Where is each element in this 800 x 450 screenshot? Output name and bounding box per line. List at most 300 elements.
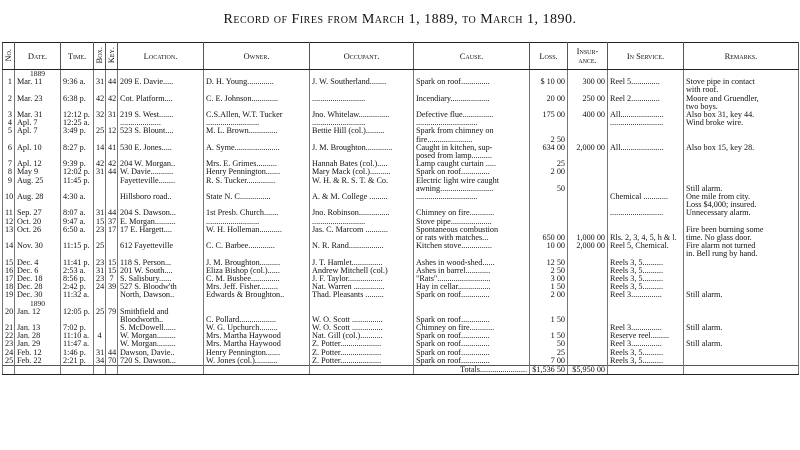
key-cell: 44 [106,209,118,217]
loss-cell: 634 00 [530,144,568,152]
key-cell [106,136,118,144]
date-cell: Jan. 12 [15,308,61,316]
remarks-cell: Still alarm. [684,340,799,348]
owner-cell: C. C. Barbee............. [204,242,310,250]
remarks-cell [684,332,799,340]
insurance-cell [568,300,608,308]
service-cell [608,70,684,79]
occupant-cell [310,70,414,79]
time-cell: 12:02 p. [61,168,94,176]
remarks-cell: One mile from city. [684,193,799,201]
time-cell [61,300,94,308]
header-cause: Cause. [414,43,530,70]
owner-cell: Henry Pennington....... [204,349,310,357]
row-number [3,70,15,79]
row-number: 20 [3,308,15,316]
occupant-cell: Andrew Mitchell (col.) [310,267,414,275]
row-number: 6 [3,144,15,152]
key-cell [106,234,118,242]
insurance-cell [568,259,608,267]
location-cell: Fayetteville........ [118,177,204,185]
insurance-cell: 1,000 00 [568,234,608,242]
insurance-cell [568,201,608,209]
time-cell: 6:50 a. [61,226,94,234]
remarks-cell [684,177,799,185]
date-cell: Oct. 20 [15,218,61,226]
box-cell: 31 [94,267,106,275]
insurance-cell [568,152,608,160]
owner-cell: W. G. Upchurch......... [204,324,310,332]
date-cell: Dec. 30 [15,291,61,299]
cause-cell: fire...................... [414,136,530,144]
date-cell [15,201,61,209]
insurance-cell [568,193,608,201]
owner-cell: C. Pollard.................. [204,316,310,324]
header-remarks: Remarks. [684,43,799,70]
cause-cell: Kitchen stove............... [414,242,530,250]
loss-cell [530,324,568,332]
box-cell [94,136,106,144]
insurance-cell [568,291,608,299]
loss-cell [530,226,568,234]
time-cell: 2:42 p. [61,283,94,291]
table-row [3,136,799,144]
loss-cell [530,70,568,79]
remarks-cell [684,308,799,316]
location-cell: 17 E. Hargett.... [118,226,204,234]
time-cell [61,152,94,160]
row-number: 15 [3,259,15,267]
location-cell: 612 Fayetteville [118,242,204,250]
cause-cell [414,70,530,79]
service-cell: .......................... [608,209,684,217]
loss-cell: 50 [530,340,568,348]
key-cell: 44 [106,168,118,176]
cause-cell: "Rats".......................... [414,275,530,283]
key-cell [106,291,118,299]
table-row [3,300,799,308]
table-row [3,308,799,316]
occupant-cell: J. T. Hamlet............... [310,259,414,267]
service-cell: Reels 3, 5.......... [608,267,684,275]
time-cell: 12:05 p. [61,308,94,316]
owner-cell: Edwards & Broughton.. [204,291,310,299]
occupant-cell [310,86,414,94]
date-cell: Jan. 29 [15,340,61,348]
empty-cell [118,366,204,375]
date-cell: Apl. 7 [15,119,61,127]
box-cell: 14 [94,144,106,152]
date-cell [15,86,61,94]
time-cell: 9:36 a. [61,78,94,86]
owner-cell: Mrs. Martha Haywood [204,340,310,348]
time-cell: 9:39 p. [61,160,94,168]
owner-cell: J. M. Broughton.......... [204,259,310,267]
loss-cell: 7 00 [530,357,568,366]
service-cell: Reel 3............... [608,324,684,332]
insurance-cell [568,267,608,275]
key-cell [106,177,118,185]
service-cell: Reels 3, 5.......... [608,349,684,357]
table-row [3,127,799,135]
time-cell: 12:12 p. [61,111,94,119]
time-cell: 2:21 p. [61,357,94,366]
header-occupant: Occupant. [310,43,414,70]
key-cell [106,340,118,348]
key-cell: 39 [106,283,118,291]
row-number [3,234,15,242]
table-row [3,340,799,348]
loss-cell [530,201,568,209]
remarks-cell: time. No glass door. [684,234,799,242]
date-cell: Apl. 12 [15,160,61,168]
cause-cell [414,300,530,308]
header-location: Location. [118,43,204,70]
insurance-cell [568,332,608,340]
box-cell: 23 [94,275,106,283]
owner-cell: D. H. Young............. [204,78,310,86]
insurance-cell [568,160,608,168]
time-cell: 1:46 p. [61,349,94,357]
insurance-cell [568,340,608,348]
location-cell: 118 S. Person... [118,259,204,267]
table-row [3,193,799,201]
table-row [3,144,799,152]
cause-cell: posed from lamp.......... [414,152,530,160]
date-cell: Nov. 30 [15,242,61,250]
date-cell: Sep. 27 [15,209,61,217]
row-number: 5 [3,127,15,135]
loss-cell: 12 50 [530,259,568,267]
row-number: 21 [3,324,15,332]
date-cell: Mar. 23 [15,95,61,103]
cause-cell [414,86,530,94]
insurance-cell [568,86,608,94]
key-cell: 79 [106,308,118,316]
row-number [3,103,15,111]
table-row [3,119,799,127]
service-cell: Reels 3, 5.......... [608,357,684,366]
row-number: 18 [3,283,15,291]
header-row [3,43,799,70]
service-cell: Reels 3, 5.......... [608,275,684,283]
location-cell: Bloodworth.. [118,316,204,324]
key-cell [106,316,118,324]
row-number: 1 [3,78,15,86]
table-row [3,218,799,226]
occupant-cell: Nat. Warren ............... [310,283,414,291]
insurance-cell [568,218,608,226]
location-cell: 204 W. Morgan.. [118,160,204,168]
owner-cell: W. H. Holleman........... [204,226,310,234]
loss-cell: 1 50 [530,283,568,291]
time-cell: 3:49 p. [61,127,94,135]
owner-cell: 1st Presb. Church....... [204,209,310,217]
date-cell: Oct. 26 [15,226,61,234]
empty-cell [204,366,310,375]
box-cell: 31 [94,349,106,357]
service-cell [608,185,684,193]
cause-cell: Spark on roof.............. [414,357,530,366]
loss-cell: 2 50 [530,267,568,275]
service-cell [608,127,684,135]
location-cell: Hillsboro road.. [118,193,204,201]
key-cell: 12 [106,127,118,135]
key-cell: 70 [106,357,118,366]
cause-cell: Spark on roof.............. [414,291,530,299]
insurance-cell: 400 00 [568,111,608,119]
remarks-cell [684,127,799,135]
table-row [3,291,799,299]
table-row [3,283,799,291]
occupant-cell [310,250,414,258]
occupant-cell: Nat. Gill (col.)........... [310,332,414,340]
cause-cell: or rats with matches... [414,234,530,242]
loss-cell [530,308,568,316]
location-cell: 720 S. Dawson... [118,357,204,366]
location-cell: 527 S. Bloodw'th [118,283,204,291]
date-cell: Dec. 18 [15,275,61,283]
key-cell: 41 [106,144,118,152]
loss-cell [530,103,568,111]
insurance-cell: 2,000 00 [568,242,608,250]
loss-cell: $ 10 00 [530,78,568,86]
time-cell [61,250,94,258]
insurance-cell [568,316,608,324]
box-cell: 24 [94,283,106,291]
remarks-cell [684,70,799,79]
box-cell: 23 [94,226,106,234]
remarks-cell: two boys. [684,103,799,111]
location-cell [118,70,204,79]
insurance-cell [568,209,608,217]
owner-cell: C.S.Allen, W.T. Tucker [204,111,310,119]
time-cell [61,70,94,79]
location-cell: S. McDowell...... [118,324,204,332]
box-cell [94,193,106,201]
table-body [3,70,799,375]
location-cell: 204 S. Dawson... [118,209,204,217]
box-cell [94,234,106,242]
box-cell: 32 [94,111,106,119]
row-number: 24 [3,349,15,357]
empty-cell [106,366,118,375]
owner-cell: Mrs. Jeff. Fisher......... [204,283,310,291]
table-row [3,185,799,193]
date-cell: Feb. 22 [15,357,61,366]
key-cell: 17 [106,226,118,234]
key-cell: 37 [106,218,118,226]
table-row [3,226,799,234]
row-number: 17 [3,275,15,283]
service-cell [608,308,684,316]
location-cell [118,300,204,308]
row-number: 9 [3,177,15,185]
location-cell [118,234,204,242]
box-cell [94,185,106,193]
cause-cell [414,250,530,258]
remarks-cell: with roof. [684,86,799,94]
time-cell [61,103,94,111]
occupant-cell: W. H. & R. S. T. & Co. [310,177,414,185]
key-cell [106,185,118,193]
header-time: Time. [61,43,94,70]
location-cell: Smithfield and [118,308,204,316]
box-cell [94,291,106,299]
service-cell: Rls. 2, 3, 4, 5, h & l. [608,234,684,242]
remarks-cell: Wind broke wire. [684,119,799,127]
occupant-cell: W. O. Scott ............... [310,316,414,324]
owner-cell: Henry Pennington....... [204,168,310,176]
occupant-cell: Z. Potter.................... [310,357,414,366]
time-cell [61,136,94,144]
owner-cell: C. E. Johnson............. [204,95,310,103]
row-number [3,300,15,308]
occupant-cell [310,300,414,308]
owner-cell: W. Jones (col.)........... [204,357,310,366]
box-cell [94,152,106,160]
service-cell: .......................... [608,119,684,127]
totals-row [3,366,799,375]
remarks-cell: Still alarm. [684,291,799,299]
box-cell [94,201,106,209]
table-row [3,111,799,119]
header-in-service: In Service. [608,43,684,70]
loss-cell [530,119,568,127]
owner-cell: Eliza Bishop (col.)...... [204,267,310,275]
owner-cell: .......................... [204,218,310,226]
table-row [3,316,799,324]
occupant-cell [310,201,414,209]
owner-cell [204,136,310,144]
key-cell: 44 [106,78,118,86]
occupant-cell: .......................... [310,119,414,127]
occupant-cell: .......................... [310,218,414,226]
occupant-cell: Z. Potter.................... [310,340,414,348]
empty-cell [608,366,684,375]
empty-cell [94,366,106,375]
occupant-cell: Jno. Whitelaw............... [310,111,414,119]
totals-loss: $1,536 50 [530,366,568,375]
cause-cell: Lamp caught curtain ..... [414,160,530,168]
key-cell [106,332,118,340]
box-cell: 34 [94,357,106,366]
date-cell [15,103,61,111]
loss-cell [530,250,568,258]
cause-cell: Spark from chimney on [414,127,530,135]
table-row [3,250,799,258]
time-cell: 12:25 a. [61,119,94,127]
box-cell [94,324,106,332]
owner-cell: C. M. Busbee.............. [204,275,310,283]
table-row [3,201,799,209]
header-box: Box. [94,43,106,70]
key-cell [106,70,118,79]
service-cell [608,86,684,94]
box-cell [94,316,106,324]
location-cell: North, Dawson.. [118,291,204,299]
empty-cell [3,366,15,375]
cause-cell: .............................. [414,193,530,201]
insurance-cell [568,275,608,283]
insurance-cell [568,324,608,332]
loss-cell [530,152,568,160]
service-cell [608,103,684,111]
remarks-cell [684,160,799,168]
insurance-cell [568,349,608,357]
table-row [3,267,799,275]
box-cell: 31 [94,209,106,217]
row-number [3,201,15,209]
row-number [3,316,15,324]
service-cell [608,250,684,258]
box-cell: 42 [94,95,106,103]
row-number: 3 [3,111,15,119]
time-cell: 2:53 a. [61,267,94,275]
table-row [3,324,799,332]
service-cell [608,300,684,308]
cause-cell: Chimney on fire............ [414,209,530,217]
time-cell: 8:07 a. [61,209,94,217]
remarks-cell: Also box 31, key 44. [684,111,799,119]
occupant-cell: Jas. C. Marcom ........... [310,226,414,234]
owner-cell [204,234,310,242]
row-number: 8 [3,168,15,176]
insurance-cell: 300 00 [568,78,608,86]
row-number [3,152,15,160]
cause-cell [414,103,530,111]
occupant-cell: Mary Mack (col.).......... [310,168,414,176]
service-cell: Chemical ............ [608,193,684,201]
remarks-cell [684,283,799,291]
key-cell [106,103,118,111]
occupant-cell: J. W. Southerland........ [310,78,414,86]
service-cell [608,152,684,160]
location-cell: Dawson, Davie.. [118,349,204,357]
service-cell [608,201,684,209]
row-number: 10 [3,193,15,201]
row-number: 2 [3,95,15,103]
box-cell [94,86,106,94]
row-number: 23 [3,340,15,348]
header-key: Key. [106,43,118,70]
table-row [3,86,799,94]
loss-cell [530,300,568,308]
remarks-cell: Unnecessary alarm. [684,209,799,217]
table-row [3,349,799,357]
time-cell: 4:30 a. [61,193,94,201]
row-number: 16 [3,267,15,275]
cause-cell [414,308,530,316]
location-cell [118,185,204,193]
service-cell [608,160,684,168]
key-cell [106,201,118,209]
date-cell: 1889 [15,70,61,79]
box-cell: 42 [94,160,106,168]
cause-cell: Spark on roof.............. [414,316,530,324]
service-cell: All..................... [608,144,684,152]
occupant-cell [310,308,414,316]
box-cell: 25 [94,127,106,135]
insurance-cell [568,70,608,79]
box-cell [94,103,106,111]
time-cell [61,234,94,242]
location-cell [118,250,204,258]
occupant-cell: Jno. Robinson............... [310,209,414,217]
table-row [3,332,799,340]
remarks-cell [684,316,799,324]
date-cell: Dec. 6 [15,267,61,275]
